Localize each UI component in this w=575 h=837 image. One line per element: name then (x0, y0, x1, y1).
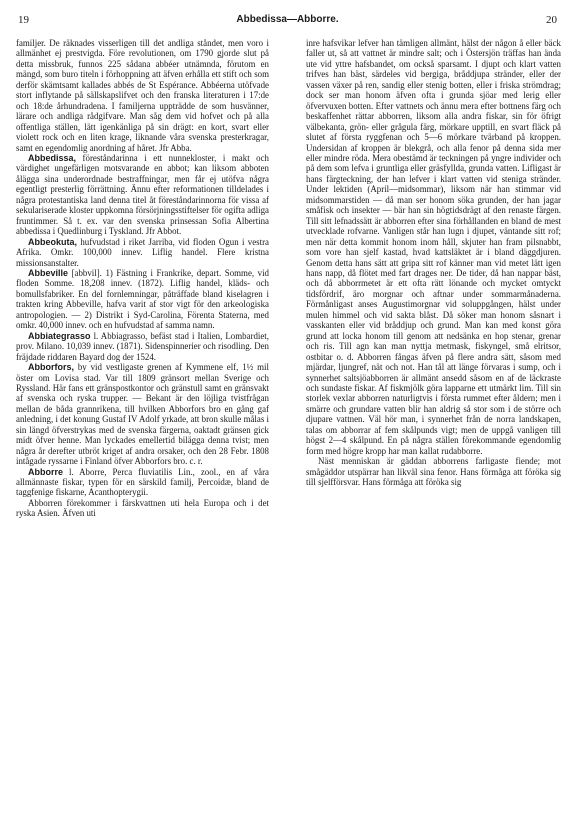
page-header (14, 14, 561, 30)
paragraph-abborre-enemies: Näst menniskan är gäddan abborrens farligaste fiende; mot smågäddor utspärrar han likväl sina fenor. Hans förmåga att föröka sig till sjelfförsvar. Hans förmåga att föröka sig (306, 456, 561, 488)
page-number-right: 20 (546, 14, 557, 26)
paragraph-abborre-habitat: Abborren förekommer i färskvattnen uti hela Europa och i det ryska Asien. Äfven uti (16, 497, 269, 519)
entry-abborre (16, 467, 269, 498)
entry-body: hufvudstad i riket Jarriba, vid floden Ogun i vestra Afrika. Omkr. 100,000 innev. Liflig handel. Flere kristna missionsanstalter. (16, 236, 269, 268)
running-head: Abbedissa—Abborre. (236, 14, 339, 25)
right-column (306, 38, 561, 487)
entry-abbeokuta (16, 237, 269, 268)
entry-head: Abbiategrasso (28, 330, 91, 341)
entry-body: by vid vestligaste grenen af Kymmene elf, 1½ mil öster om Lovisa stad. Var till 1809 gränsort mellan Sverige och Ryssland. Här fans ett gränspostkontor och gränstull samt en gränsvakt af svenska och ryska trupper. — Bekant är den löjliga tvistfrågan mellan de båda grannrikena, till hvilken Abborfors bro en gång gaf anledning, i det konung Gustaf IV Adolf yrkade, att bron skulle målas i sin längd öfverstrykas med de svenska färgerna, oaktadt gränsen gick midt öfver henne. Man lyckades emellertid bilägga denna tvist; men några år derefter utbröt kriget af andra orsaker, och den 28 Febr. 1808 intågade ryssarne i Finland öfver Abborfors bro. c. r. (16, 362, 269, 467)
entry-head: Abbedissa, (28, 152, 77, 163)
entry-abborfors (16, 362, 269, 467)
entry-abbeville (16, 268, 269, 331)
entry-body: föreståndarinna i ett nunnekloster, i makt och värdighet ungefärligen motsvarande en abbot; kan liksom abboten ålägga sina underordnade bestraffningar, men får ej utöfva några egentligt presterlig förrättning. Ännu efter reformationen tilldelades i några protestantiska land denna titel åt föreståndarinnorna för vissa af sekulariserade kloster uppkomna försörjningsstiftelser för ogifta adliga fruntimmer. Så t. ex. var den svenska prinsessan Sofia Albertina abbedissa i Quedlinburg i Tyskland. Jfr Abbot. (16, 152, 269, 237)
entry-abbedissa (16, 153, 269, 237)
entry-body: l. Abbiagrasso, befäst stad i Italien, Lombardiet, prov. Milano. 10,039 innev. (1871). Sidenspinnerier och risodling. Den fräjdade riddaren Bayard dog der 1524. (16, 330, 269, 362)
entry-body: l. Aborre, Perca fluviatilis Lin., zool., en af våra allmännaste fiskar, typen för en särskild familj, Percoidæ, bland de taggfenige fiskarne, Acanthopterygii. (16, 466, 269, 498)
entry-head: Abborre (28, 466, 64, 477)
entry-abbiategrasso (16, 331, 269, 362)
page-number-left: 19 (18, 14, 29, 26)
left-column (16, 38, 269, 519)
paragraph-abbe-continued: familjer. De räknades visserligen till det andliga ståndet, men voro i allmänhet ej prestvigda. Före revolutionen, om 1790 gjorde slut på detta missbruk, funnos 225 sådana abbéer utnämnda, förutom en mängd, som buro titeln i förhoppning att äfven erhålla ett stift och som derför skämtsamt kallades abbés de St Espérance. Abbéerna utöfvade stort inflytande på sällskapslifvet och den franska literaturen i 17:de och 18:de århundradena. I familjerna uppträdde de som husvänner, lärare och andliga rådgifvare. Man såg dem vid hofvet och på alla offentliga ställen, lätt igenkänliga på sin drägt: en kort, svart eller violett rock och en liten krage, liknande våra svenska presterkragar, samt en egendomlig anordning af håret. Jfr Abba. (16, 38, 269, 153)
entry-body: [abbvil]. 1) Fästning i Frankrike, depart. Somme, vid floden Somme. 18,208 innev. (1872). Liflig handel, kläds- och bomullsfabriker. En del fornlemningar, påträffade bland kiselagren i trakten kring Abbeville, hafva varit af stor vigt för den arkeologiska antropologien. — 2) Distrikt i Syd-Carolina, Förenta Staterna, med omkr. 40,000 innev. och en hufvudstad af samma namn. (16, 267, 269, 331)
entry-head: Abbeokuta, (28, 236, 78, 247)
entry-head: Abbeville (28, 267, 69, 278)
entry-head: Abborfors, (28, 362, 74, 373)
paragraph-abborre-description: inre hafsvikar lefver han tämligen allmänt, hälst der någon å eller bäck faller ut, så att vattnet är mindre salt; och i Östersjön träffas han ända ute vid yttre hafsbandet, om också sparsamt. I djupt och klart vatten trifves han bäst, särdeles vid bergiga, bråddjupa stränder, eller der vassen växer på ren, sandig eller stenig botten, eller i friska strömdrag; dock ser man honom äfven ofta i grunda sjöar med lerig eller öfvervuxen botten. Efter vattnets och ännu mera efter bottnens färg och beskaffenhet rättar abborren, liksom alla andra fiskar, sin för öfrigt välbekanta, grön- eller grågula färg, mörkare upptill, en svart fläck på slutet af första ryggfenan och 5—6 mörkare tvärband på kroppen. Undersidan af kroppen är blekgrå, och alla fenor på denna sida mer eller mindre röda. Mera obestämd är teckningen på yngre individer och på dem som lefva i gruntliga eller gräsfyllda, grunda vatten. Lifligast är hans färgteckning, der han lefver i klart vatten vid steniga stränder. Under lektiden (April—midsommar), liksom när han stimmar vid midsommarstiden — då man ser honom söka grunden, der han jagar småfisk och insekter — bär han sin högtidsdrägt af den renaste färgen. Till sitt lefnadssätt är abborren efter sina förhållanden en bland de mest utvecklade rofvarne. Vanligen står han lugn i djupet, väntande sitt rof; men när detta kommit honom inom håll, skjuter han fram pilsnabbt, som vore han sjelf kastad, hvad kattsläktet är i bland däggdjuren. Genom detta hans sätt att gripa sitt rof känner man vid metet lätt igen hans napp, då flötet med fart drages ner. De tider, då han nappar bäst, och då abborrmetet är ett ofta rätt lönande och mycket omtyckt tidsfördrif, äro morgnar och aftnar under sommarmånaderna. Förmånligast anses Augustimorgnar vid soluppgången, hälst under mulen himmel och vid sakta blåst. Då söker man honom såsnart i vasskanten eller vid bråddjup och grund. Man kan med konst göra grund att locka honom till genom att nedsänka en hop stenar, grenar och ris. Till agn kan man nyttja metmask, fiskyngel, små elritsor, ostbitar o. d. Abborren fångas äfven på flere andra sätt, såsom med mjärdar, ljungref, nät och not. Han tål att länge förvaras i sump, och i synnerhet saltsjöabborren är allmänt ansedd såsom en af de läckraste och sundaste fiskar. Af fiskmjölk göra lapparne ett utmärkt lim. Till sin storlek vexlar abborren naturligtvis i första rummet efter åldern; men i smärre och grundare vatten blir han aldrig så stor som i de större och djupare vattnen. Väl hör man, i synnerhet från de norra landskapen, talas om abborrar af fem skålpunds vigt; men de uppgå vanligen till högst 2—4 skålpund. En på några ställen förekommande egendomlig form med högre kropp har man kallat rudabborre. (306, 38, 561, 456)
